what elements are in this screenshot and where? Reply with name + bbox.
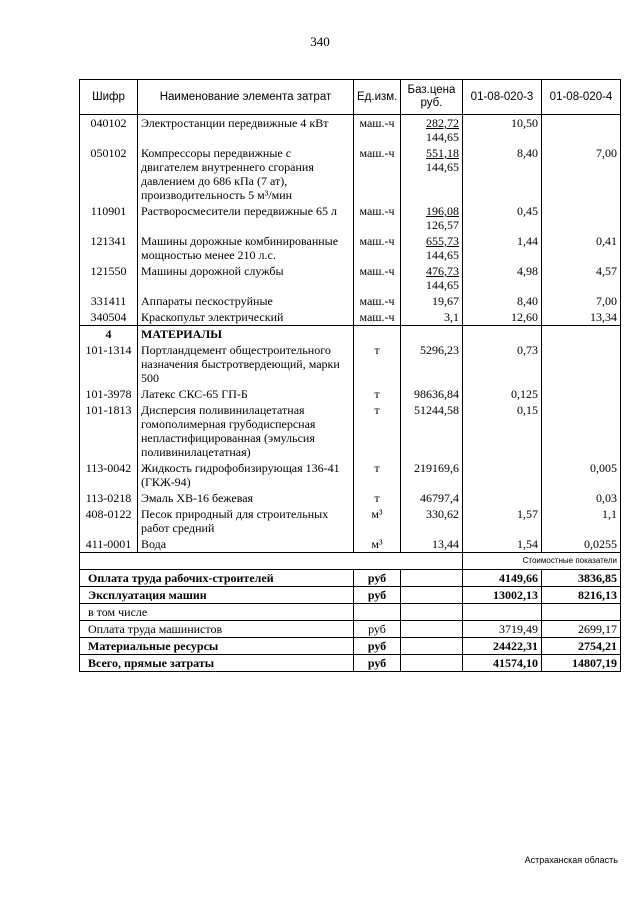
section-header-row xyxy=(80,326,621,343)
row-name: Песок природный для строительных работ средний xyxy=(138,506,354,536)
row-unit: т xyxy=(354,490,401,506)
material-row xyxy=(80,460,621,490)
row-unit: маш.-ч xyxy=(354,309,401,326)
row-value-b: 7,00 xyxy=(542,293,621,309)
row-code: 113-0218 xyxy=(80,490,138,506)
row-value-b: 13,34 xyxy=(542,309,621,326)
total-value-b xyxy=(542,604,621,621)
price-operator: 144,65 xyxy=(426,160,459,174)
row-value-a: 12,60 xyxy=(463,309,542,326)
price-operator: 126,57 xyxy=(426,218,459,232)
material-row xyxy=(80,342,621,386)
row-value-b: 1,1 xyxy=(542,506,621,536)
row-value-b xyxy=(542,203,621,233)
total-row xyxy=(80,604,621,621)
row-value-b: 0,41 xyxy=(542,233,621,263)
machine-row xyxy=(80,115,621,146)
row-value-a: 0,45 xyxy=(463,203,542,233)
row-value-b xyxy=(542,402,621,460)
row-price xyxy=(401,293,463,309)
row-value-a: 8,40 xyxy=(463,145,542,203)
header-code: Шифр xyxy=(80,80,138,115)
total-value-b: 3836,85 xyxy=(542,570,621,587)
cost-band-row xyxy=(80,553,621,570)
row-price: 51244,58 xyxy=(401,402,463,460)
row-name: Краскопульт электрический xyxy=(138,309,354,326)
region-footer: Астраханская область xyxy=(524,855,618,865)
row-unit: маш.-ч xyxy=(354,145,401,203)
total-name: Эксплуатация машин xyxy=(80,587,354,604)
row-value-b: 0,03 xyxy=(542,490,621,506)
total-value-a: 24422,31 xyxy=(463,638,542,655)
total-value-a: 4149,66 xyxy=(463,570,542,587)
row-unit: т xyxy=(354,342,401,386)
row-name: Машины дорожной службы xyxy=(138,263,354,293)
total-unit: руб xyxy=(354,621,401,638)
row-value-b: 4,57 xyxy=(542,263,621,293)
row-value-a: 1,57 xyxy=(463,506,542,536)
machine-row xyxy=(80,309,621,326)
row-value-b xyxy=(542,115,621,146)
total-value-b: 2699,17 xyxy=(542,621,621,638)
total-row xyxy=(80,655,621,672)
row-value-b xyxy=(542,386,621,402)
section-code: 4 xyxy=(80,326,138,343)
row-name: Компрессоры передвижные с двигателем внутреннего сгорания давлением до 686 кПа (7 ат), производительность 5 м³/мин xyxy=(138,145,354,203)
row-code: 411-0001 xyxy=(80,536,138,553)
section-title: МАТЕРИАЛЫ xyxy=(138,326,354,343)
row-value-a: 1,44 xyxy=(463,233,542,263)
row-name: Дисперсия поливинилацетатная гомополимерная грубодисперсная непластифицированная (эмульсия поливинилацетатная) xyxy=(138,402,354,460)
row-price xyxy=(401,115,463,146)
row-code: 101-1314 xyxy=(80,342,138,386)
price-operator: 144,65 xyxy=(426,278,459,292)
total-empty xyxy=(401,604,463,621)
machines-section xyxy=(80,115,621,326)
material-row xyxy=(80,506,621,536)
total-value-b: 14807,19 xyxy=(542,655,621,672)
total-empty xyxy=(401,621,463,638)
row-unit: м³ xyxy=(354,506,401,536)
row-value-b: 7,00 xyxy=(542,145,621,203)
row-unit: т xyxy=(354,402,401,460)
header-unit: Ед.изм. xyxy=(354,80,401,115)
row-unit: маш.-ч xyxy=(354,263,401,293)
row-value-b xyxy=(542,342,621,386)
total-unit: руб xyxy=(354,570,401,587)
row-code: 050102 xyxy=(80,145,138,203)
row-code: 110901 xyxy=(80,203,138,233)
header-base-price: Баз.цена руб. xyxy=(401,80,463,115)
total-empty xyxy=(401,655,463,672)
row-name: Жидкость гидрофобизирующая 136-41 (ГКЖ-94) xyxy=(138,460,354,490)
price-full: 655,73 xyxy=(426,234,459,248)
total-name: Оплата труда машинистов xyxy=(80,621,354,638)
total-unit: руб xyxy=(354,587,401,604)
total-row xyxy=(80,570,621,587)
machine-row xyxy=(80,233,621,263)
row-price: 13,44 xyxy=(401,536,463,553)
total-row xyxy=(80,587,621,604)
price-full: 282,72 xyxy=(426,116,459,130)
row-value-a xyxy=(463,460,542,490)
row-value-b: 0,0255 xyxy=(542,536,621,553)
total-row xyxy=(80,621,621,638)
total-name: в том числе xyxy=(80,604,354,621)
total-value-b: 2754,21 xyxy=(542,638,621,655)
total-name: Всего, прямые затраты xyxy=(80,655,354,672)
materials-section xyxy=(80,326,621,553)
row-name: Портландцемент общестроительного назначения быстротвердеющий, марки 500 xyxy=(138,342,354,386)
row-unit: маш.-ч xyxy=(354,115,401,146)
row-code: 040102 xyxy=(80,115,138,146)
row-code: 113-0042 xyxy=(80,460,138,490)
price-operator: 144,65 xyxy=(426,130,459,144)
page-number: 340 xyxy=(310,34,330,49)
total-empty xyxy=(401,638,463,655)
row-name: Эмаль ХВ-16 бежевая xyxy=(138,490,354,506)
row-code: 101-3978 xyxy=(80,386,138,402)
row-value-a: 1,54 xyxy=(463,536,542,553)
row-price xyxy=(401,233,463,263)
row-value-a: 0,15 xyxy=(463,402,542,460)
row-unit: т xyxy=(354,386,401,402)
price-full: 476,73 xyxy=(426,264,459,278)
total-empty xyxy=(401,570,463,587)
row-price xyxy=(401,263,463,293)
row-name: Машины дорожные комбинированные мощностью менее 210 л.с. xyxy=(138,233,354,263)
total-value-a xyxy=(463,604,542,621)
total-row xyxy=(80,638,621,655)
total-value-b: 8216,13 xyxy=(542,587,621,604)
cost-band-label: Стоимостные показатели xyxy=(463,553,621,570)
row-price: 219169,6 xyxy=(401,460,463,490)
header-col-a: 01-08-020-3 xyxy=(463,80,542,115)
total-value-a: 3719,49 xyxy=(463,621,542,638)
material-row xyxy=(80,402,621,460)
row-price: 98636,84 xyxy=(401,386,463,402)
machine-row xyxy=(80,293,621,309)
price-operator: 144,65 xyxy=(426,248,459,262)
row-unit: маш.-ч xyxy=(354,233,401,263)
price-full: 19,67 xyxy=(432,294,459,308)
row-value-b: 0,005 xyxy=(542,460,621,490)
row-code: 101-1813 xyxy=(80,402,138,460)
price-full: 196,08 xyxy=(426,204,459,218)
row-price xyxy=(401,309,463,326)
row-price: 5296,23 xyxy=(401,342,463,386)
row-value-a: 10,50 xyxy=(463,115,542,146)
row-value-a: 4,98 xyxy=(463,263,542,293)
row-unit: т xyxy=(354,460,401,490)
row-unit: маш.-ч xyxy=(354,293,401,309)
total-value-a: 41574,10 xyxy=(463,655,542,672)
machine-row xyxy=(80,145,621,203)
total-unit: руб xyxy=(354,655,401,672)
row-name: Растворосмесители передвижные 65 л xyxy=(138,203,354,233)
machine-row xyxy=(80,203,621,233)
row-value-a: 0,73 xyxy=(463,342,542,386)
resource-table xyxy=(79,79,621,672)
material-row xyxy=(80,386,621,402)
header-name: Наименование элемента затрат xyxy=(138,80,354,115)
material-row xyxy=(80,490,621,506)
machine-row xyxy=(80,263,621,293)
material-row xyxy=(80,536,621,553)
row-value-a: 0,125 xyxy=(463,386,542,402)
totals-section xyxy=(80,570,621,672)
row-name: Вода xyxy=(138,536,354,553)
header-col-b: 01-08-020-4 xyxy=(542,80,621,115)
row-price: 46797,4 xyxy=(401,490,463,506)
row-name: Аппараты пескоструйные xyxy=(138,293,354,309)
row-value-a xyxy=(463,490,542,506)
row-unit: маш.-ч xyxy=(354,203,401,233)
price-full: 3,1 xyxy=(444,310,459,324)
total-name: Оплата труда рабочих-строителей xyxy=(80,570,354,587)
row-value-a: 8,40 xyxy=(463,293,542,309)
row-price xyxy=(401,203,463,233)
total-name: Материальные ресурсы xyxy=(80,638,354,655)
total-value-a: 13002,13 xyxy=(463,587,542,604)
row-unit: м³ xyxy=(354,536,401,553)
total-unit: руб xyxy=(354,638,401,655)
row-price: 330,62 xyxy=(401,506,463,536)
row-code: 331411 xyxy=(80,293,138,309)
row-code: 340504 xyxy=(80,309,138,326)
price-full: 551,18 xyxy=(426,146,459,160)
row-name: Электростанции передвижные 4 кВт xyxy=(138,115,354,146)
total-unit xyxy=(354,604,401,621)
row-code: 121341 xyxy=(80,233,138,263)
row-name: Латекс СКС-65 ГП-Б xyxy=(138,386,354,402)
total-empty xyxy=(401,587,463,604)
row-code: 408-0122 xyxy=(80,506,138,536)
header-row xyxy=(80,80,621,115)
row-price xyxy=(401,145,463,203)
row-code: 121550 xyxy=(80,263,138,293)
